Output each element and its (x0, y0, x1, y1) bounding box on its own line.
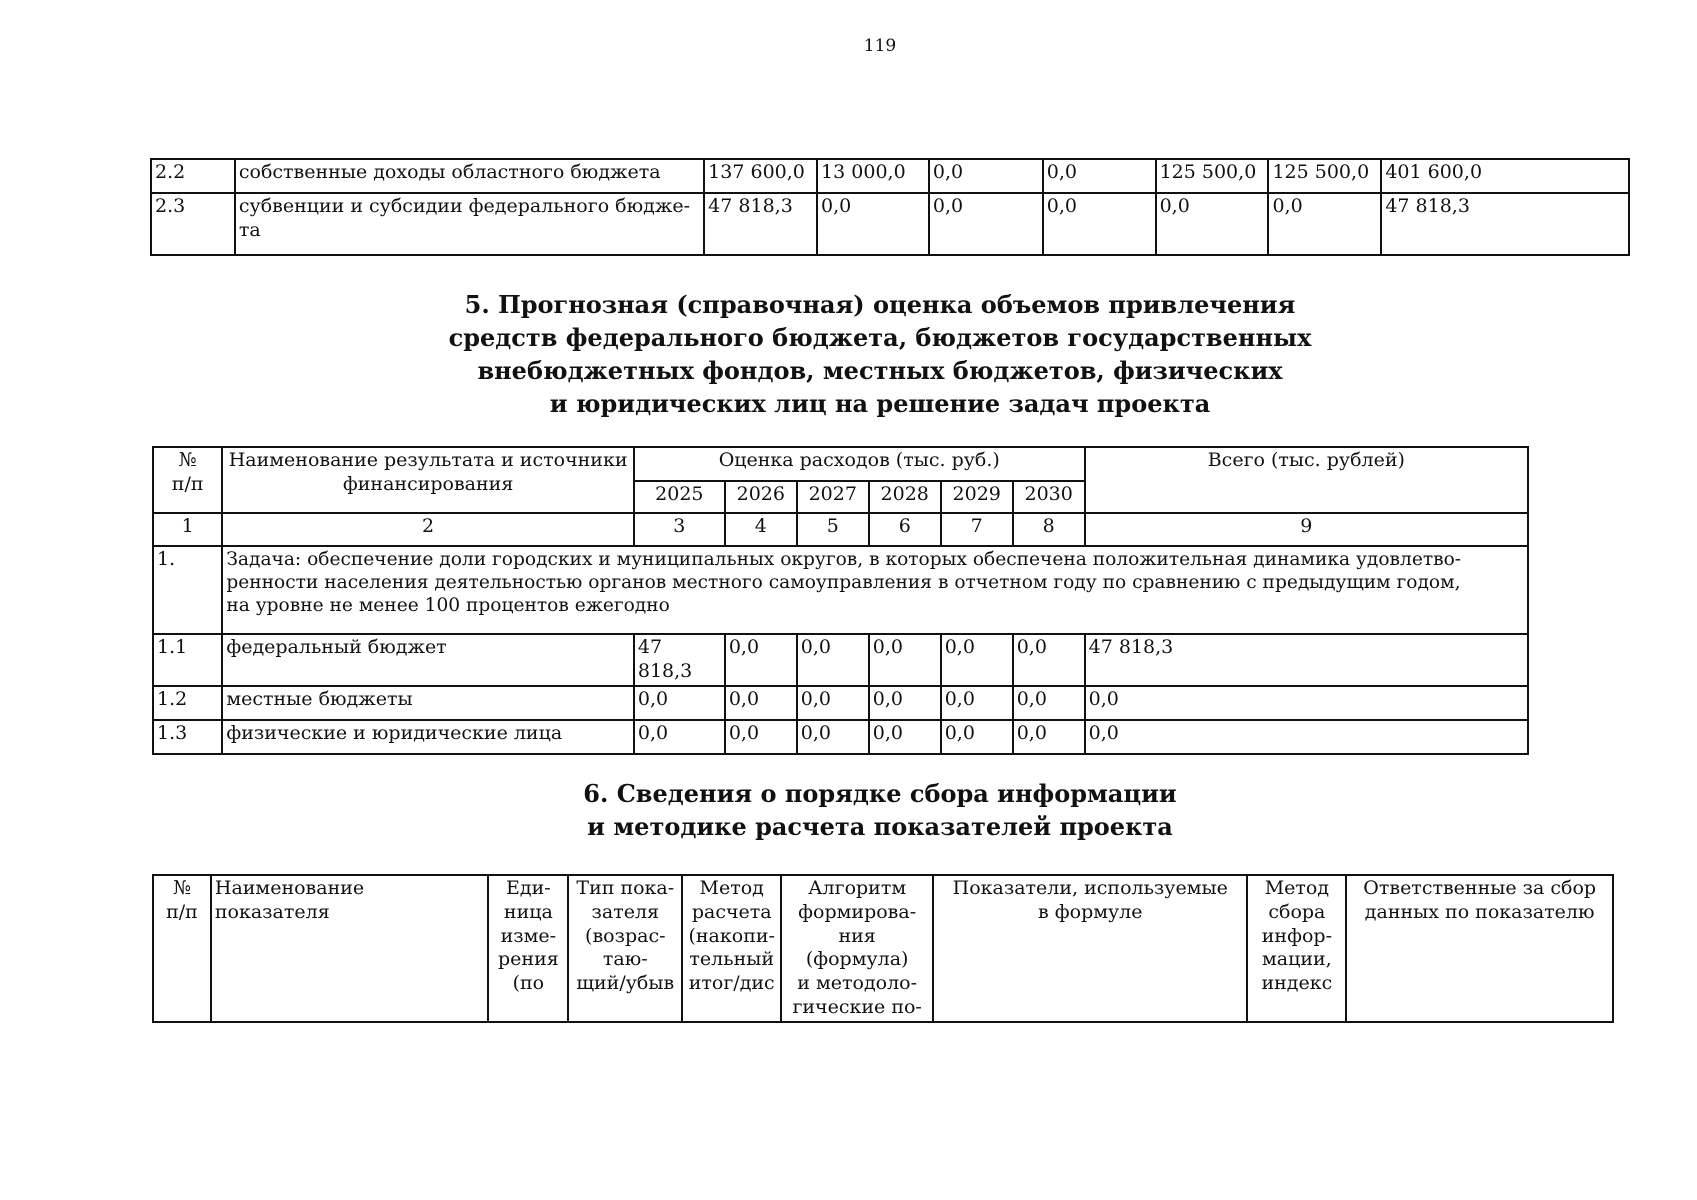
value-cell: 125 500,0 (1156, 159, 1269, 193)
value-cell: 0,0 (634, 720, 725, 754)
header-text: и методоло- (797, 972, 918, 994)
header-text: расчета (691, 900, 772, 923)
funding-continuation-table (150, 158, 1630, 256)
col-number: 9 (1085, 513, 1528, 546)
row-name: собственные доходы областного бюджета (235, 159, 704, 193)
header-text: индекс (1261, 972, 1333, 994)
value-cell: 0,0 (817, 193, 929, 255)
col-number: 5 (797, 513, 869, 546)
header-text: Наименование результата и источники (228, 449, 628, 471)
header-algorithm (781, 875, 933, 1022)
header-total: Всего (тыс. рублей) (1085, 447, 1528, 513)
col-number: 2 (222, 513, 634, 546)
column-number-row (153, 513, 1528, 546)
table-row (153, 720, 1528, 754)
title-line: 5. Прогнозная (справочная) оценка объемов привлечения (464, 290, 1296, 319)
value-cell: 0,0 (929, 193, 1043, 255)
row-name-line: субвенции и субсидии федерального бюдже- (238, 195, 690, 217)
header-text: № (172, 877, 191, 899)
col-number: 8 (1013, 513, 1085, 546)
value-cell: 0,0 (941, 686, 1013, 720)
value-cell: 0,0 (634, 686, 725, 720)
col-number: 4 (725, 513, 797, 546)
header-estimate: Оценка расходов (тыс. руб.) (634, 447, 1085, 481)
title-line: средств федерального бюджета, бюджетов государственных (448, 323, 1312, 352)
header-text: Метод (1264, 877, 1330, 899)
value-cell: 0,0 (725, 634, 797, 686)
header-text: мации, (1262, 948, 1332, 971)
indicator-methodology-table (152, 874, 1614, 1023)
header-text: Наименование показателя (214, 877, 365, 923)
header-text: Еди- (506, 877, 551, 899)
row-number: 1.1 (153, 634, 222, 686)
title-line: и методике расчета показателей проекта (587, 812, 1173, 841)
title-line: внебюджетных фондов, местных бюджетов, физических (477, 356, 1283, 385)
value-cell: 0,0 (1085, 686, 1528, 720)
header-indicator-name (211, 875, 489, 1022)
header-responsible (1346, 875, 1613, 1022)
value-cell: 13 000,0 (817, 159, 929, 193)
header-collection-method (1247, 875, 1346, 1022)
header-row (153, 875, 1613, 1022)
value-cell: 47 818,3 (634, 634, 725, 686)
row-name: федеральный бюджет (222, 634, 634, 686)
header-text: (возрас- (585, 924, 666, 947)
table-row (153, 686, 1528, 720)
header-text: тельный (689, 948, 775, 971)
value-cell: 0,0 (941, 634, 1013, 686)
row-number: 2.2 (151, 159, 235, 193)
year-cell: 2030 (1013, 481, 1085, 513)
header-text: Метод (699, 877, 764, 899)
row-name (235, 193, 704, 255)
header-text: зателя (591, 900, 660, 923)
col-number: 3 (634, 513, 725, 546)
header-unit (488, 875, 568, 1022)
header-text: п/п (171, 472, 204, 495)
header-text: щий/убыв (576, 972, 675, 994)
year-cell: 2028 (869, 481, 941, 513)
value-cell: 0,0 (797, 686, 869, 720)
header-text: данных по показателю (1364, 900, 1595, 923)
value-cell: 401 600,0 (1381, 159, 1629, 193)
header-text: финансирования (342, 472, 514, 495)
value-cell: 47 818,3 (1381, 193, 1629, 255)
header-text: рения (498, 948, 559, 971)
header-num (153, 447, 222, 513)
value-cell: 47 818,3 (1085, 634, 1528, 686)
year-cell: 2029 (941, 481, 1013, 513)
header-text: инфор- (1261, 924, 1332, 947)
value-cell: 137 600,0 (704, 159, 817, 193)
header-text: формирова- (798, 900, 917, 923)
year-cell: 2025 (634, 481, 725, 513)
task-number: 1. (153, 546, 222, 634)
title-line: 6. Сведения о порядке сбора информации (583, 779, 1177, 808)
task-row (153, 546, 1528, 634)
value-cell: 0,0 (797, 634, 869, 686)
value-cell: 0,0 (1156, 193, 1269, 255)
value-cell: 0,0 (1013, 720, 1085, 754)
header-text: гические по- (792, 995, 922, 1018)
col-number: 1 (153, 513, 222, 546)
header-text: ния (формула) (805, 924, 909, 971)
value-cell: 0,0 (929, 159, 1043, 193)
header-name (222, 447, 634, 513)
value-cell: 47 818,3 (704, 193, 817, 255)
header-text: п/п (166, 900, 198, 923)
header-text: Ответственные за сбор (1363, 877, 1597, 899)
table-row (151, 193, 1629, 255)
value-cell: 0,0 (869, 634, 941, 686)
row-name: физические и юридические лица (222, 720, 634, 754)
header-row (153, 447, 1528, 481)
header-text: таю- (602, 948, 648, 971)
header-text: сбора (1268, 900, 1326, 923)
value-cell: 0,0 (725, 686, 797, 720)
header-text: Показатели, используемые (952, 877, 1228, 899)
value-cell: 0,0 (941, 720, 1013, 754)
funding-estimate-table (152, 446, 1529, 755)
row-number: 1.2 (153, 686, 222, 720)
year-cell: 2027 (797, 481, 869, 513)
section-6-title (460, 777, 1300, 843)
header-text: ница (503, 900, 553, 923)
table-row (151, 159, 1629, 193)
value-cell: 0,0 (1043, 159, 1156, 193)
title-line: и юридических лиц на решение задач проекта (549, 389, 1211, 418)
row-name-line: та (238, 218, 261, 241)
header-type (568, 875, 682, 1022)
col-number: 6 (869, 513, 941, 546)
value-cell: 0,0 (725, 720, 797, 754)
header-text: (по (512, 972, 545, 994)
header-text: в формуле (1038, 900, 1143, 923)
year-cell: 2026 (725, 481, 797, 513)
task-line: Задача: обеспечение доли городских и муниципальных округов, в которых обеспечена положительная динамика удовлетво- (226, 549, 1462, 570)
header-method (682, 875, 781, 1022)
header-text: (накопи- (688, 924, 775, 947)
value-cell: 0,0 (1268, 193, 1381, 255)
header-text: изме- (500, 924, 557, 947)
header-text: итог/дис (688, 972, 775, 994)
value-cell: 0,0 (797, 720, 869, 754)
header-num (153, 875, 211, 1022)
task-line: на уровне не менее 100 процентов ежегодно (226, 595, 670, 617)
col-number: 7 (941, 513, 1013, 546)
value-cell: 0,0 (1013, 686, 1085, 720)
row-number: 2.3 (151, 193, 235, 255)
header-text: № (178, 449, 197, 471)
value-cell: 0,0 (1013, 634, 1085, 686)
task-line: ренности населения деятельностью органов местного самоуправления в отчетном году по сравнению с предыдущим годом, (226, 572, 1461, 594)
value-cell: 0,0 (1085, 720, 1528, 754)
value-cell: 0,0 (869, 686, 941, 720)
value-cell: 0,0 (869, 720, 941, 754)
value-cell: 125 500,0 (1268, 159, 1381, 193)
header-text: Алгоритм (808, 877, 907, 899)
task-description (222, 546, 1528, 634)
page-number: 119 (863, 36, 897, 56)
value-cell: 0,0 (1043, 193, 1156, 255)
header-text: Тип пока- (576, 877, 675, 899)
header-formula-indicators (933, 875, 1247, 1022)
row-name: местные бюджеты (222, 686, 634, 720)
row-number: 1.3 (153, 720, 222, 754)
section-5-title (360, 288, 1400, 420)
table-row (153, 634, 1528, 686)
